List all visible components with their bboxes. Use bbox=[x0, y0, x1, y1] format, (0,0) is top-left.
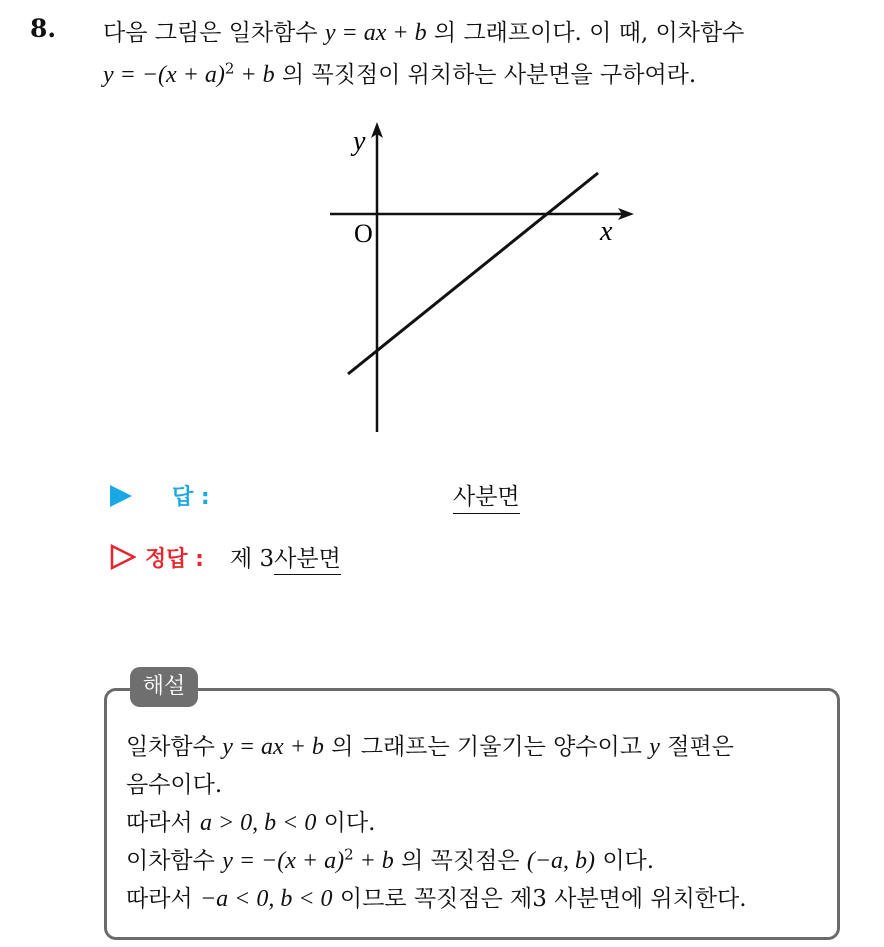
question-text: 의 그래프이다. 이 때, 이차함수 bbox=[426, 20, 745, 46]
explanation-math: y = −(x + a) bbox=[222, 848, 345, 874]
explanation-math: (−a, b) bbox=[526, 848, 596, 874]
explanation-math: y bbox=[649, 734, 660, 760]
exponent: 2 bbox=[344, 845, 354, 864]
correct-answer-underlined: 사분면 bbox=[274, 546, 341, 575]
explanation-line-4 bbox=[126, 842, 654, 875]
triangle-outline-icon bbox=[110, 544, 136, 570]
explanation-math: a > 0, b < 0 bbox=[199, 810, 317, 836]
explanation-text: 이다. bbox=[316, 810, 376, 836]
explanation-line-1 bbox=[126, 728, 734, 761]
explanation-text: 의 꼭짓점은 bbox=[393, 848, 527, 874]
correct-answer-row bbox=[110, 540, 810, 576]
quadratic-expression-part: + b bbox=[234, 62, 275, 88]
origin-label: O bbox=[354, 219, 373, 248]
function-line bbox=[348, 173, 598, 374]
quadratic-expression-part: y = −(x + a) bbox=[103, 62, 225, 88]
correct-answer-label: 정답 : bbox=[145, 547, 204, 572]
explanation-text: 이므로 꼭짓점은 제3 사분면에 위치한다. bbox=[332, 886, 747, 912]
explanation-text: 의 그래프는 기울기는 양수이고 bbox=[323, 734, 650, 760]
explanation-line-3 bbox=[126, 804, 375, 837]
question-text: 의 꼭짓점이 위치하는 사분면을 구하여라. bbox=[274, 62, 697, 88]
triangle-play-icon bbox=[110, 485, 132, 507]
question-text-line-1 bbox=[103, 14, 744, 47]
explanation-text: 이다. bbox=[595, 848, 655, 874]
explanation-text: 이차함수 bbox=[126, 848, 223, 874]
x-axis-label: x bbox=[600, 216, 613, 247]
answer-value: 사분면 bbox=[453, 478, 520, 514]
explanation-tab: 해설 bbox=[130, 667, 198, 707]
y-axis-label: y bbox=[353, 126, 366, 157]
question-text: 다음 그림은 일차함수 bbox=[103, 20, 325, 46]
explanation-text: 절편은 bbox=[659, 734, 734, 760]
explanation-math: + b bbox=[353, 848, 394, 874]
explanation-math: −a < 0, b < 0 bbox=[199, 886, 333, 912]
question-text-line-2 bbox=[103, 56, 696, 89]
answer-row bbox=[110, 478, 810, 514]
linear-function-expression: y = ax + b bbox=[324, 20, 427, 46]
linear-function-graph bbox=[300, 120, 660, 440]
explanation-text: 따라서 bbox=[126, 810, 200, 836]
explanation-line-2: 음수이다. bbox=[126, 772, 223, 798]
explanation-text: 따라서 bbox=[126, 886, 200, 912]
answer-label: 답 : bbox=[172, 485, 210, 510]
explanation-math: y = ax + b bbox=[222, 734, 324, 760]
correct-answer-prefix: 제 3 bbox=[230, 546, 275, 572]
correct-answer-value bbox=[230, 540, 341, 573]
explanation-text: 일차함수 bbox=[126, 734, 223, 760]
exponent: 2 bbox=[224, 59, 235, 78]
explanation-line-5 bbox=[126, 880, 747, 913]
question-number: 8. bbox=[30, 14, 57, 43]
